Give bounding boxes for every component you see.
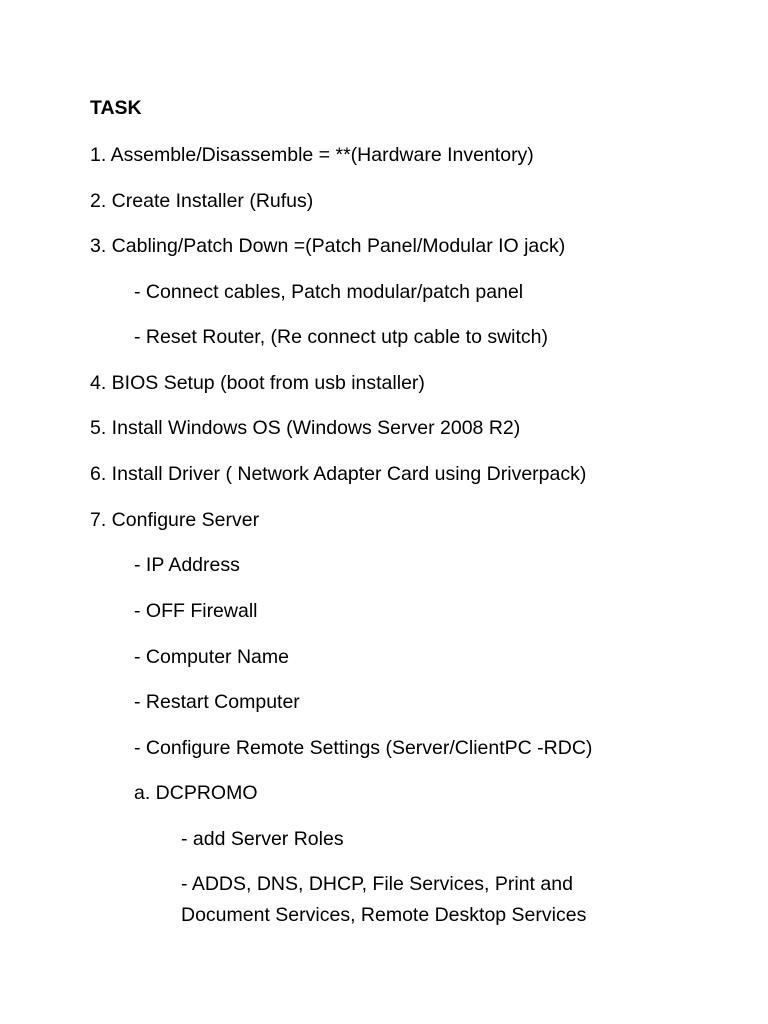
task-item-3: 3. Cabling/Patch Down =(Patch Panel/Modular IO jack) (90, 235, 566, 257)
task-subsubitem-server-roles: - add Server Roles (181, 828, 344, 850)
task-subitem-3b: - Reset Router, (Re connect utp cable to switch) (134, 326, 549, 348)
document-title: TASK (90, 97, 142, 119)
task-subitem-dcpromo: a. DCPROMO (134, 782, 258, 804)
task-item-6: 6. Install Driver ( Network Adapter Card using Driverpack) (90, 463, 587, 485)
task-item-1: 1. Assemble/Disassemble = **(Hardware Inventory) (90, 144, 534, 166)
task-subsubitem-services: - ADDS, DNS, DHCP, File Services, Print and Document Services, Remote Desktop Services (181, 873, 587, 926)
task-item-7: 7. Configure Server (90, 509, 260, 531)
task-subitem-3a: - Connect cables, Patch modular/patch panel (134, 281, 524, 303)
task-subitem-7e: - Configure Remote Settings (Server/ClientPC -RDC) (134, 737, 593, 759)
task-item-2: 2. Create Installer (Rufus) (90, 190, 314, 212)
task-item-5: 5. Install Windows OS (Windows Server 2008 R2) (90, 417, 521, 439)
task-item-4: 4. BIOS Setup (boot from usb installer) (90, 372, 425, 394)
task-subitem-7d: - Restart Computer (134, 691, 300, 713)
task-subitem-7a: - IP Address (134, 554, 240, 576)
task-subitem-7c: - Computer Name (134, 646, 289, 668)
task-subitem-7b: - OFF Firewall (134, 600, 258, 622)
